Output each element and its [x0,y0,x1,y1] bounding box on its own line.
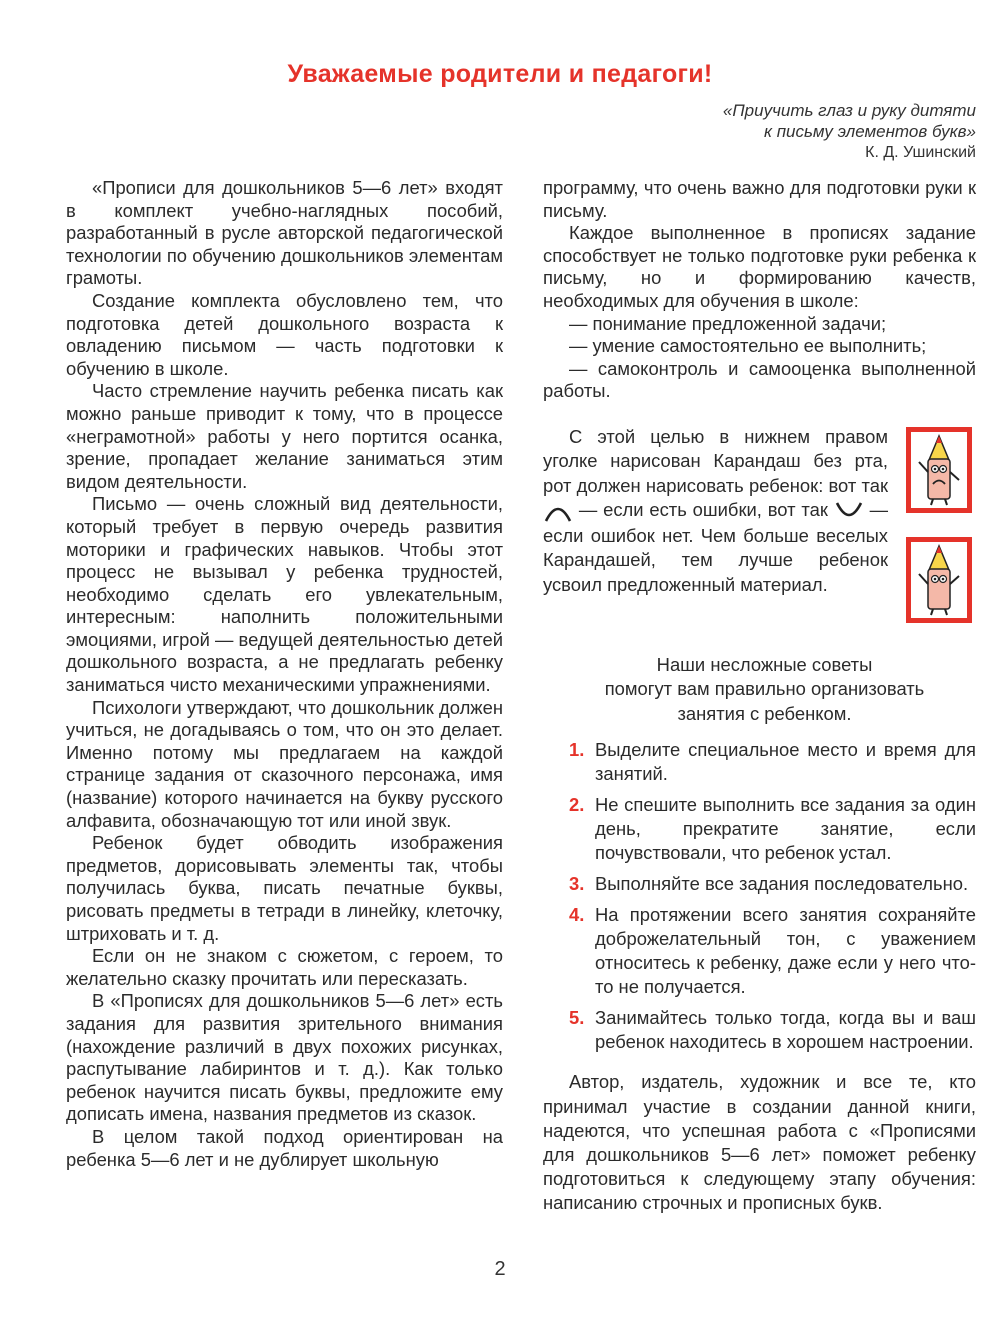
paragraph: Ребенок будет обводить изображения предметов, дорисовывать элементы так, чтобы получилась буква, писать печатные буквы, рисовать предметы в тетради в линейку, клеточку, штриховать и т. д. [66,832,503,944]
happy-pencil-icon [911,542,967,618]
closing-section [543,1070,976,1215]
advice-number: 2. [569,794,585,816]
paragraph: «Прописи для дошкольников 5—6 лет» входят в комплект учебно-наглядных пособий, разработанный в русле авторской педагогической технологии по обучению дошкольников элементам грамоты. [66,177,503,289]
frown-arc-icon [543,500,573,524]
advice-list [543,738,976,1054]
paragraph: Каждое выполненное в прописях задание способствует не только подготовке руки ребенка к письму, но и формированию качеств, необходимых для обучения в школе: [543,222,976,311]
left-column [66,177,503,1171]
sad-pencil-frame [906,427,972,513]
paragraph: Письмо — очень сложный вид деятельности, который требует в первую очередь развития моторики и графических навыков. Чтобы этот процесс не вызывал у ребенка трудностей, необходимо сделать его увлекательным, интересным: наполнить положительными эмоциями, игрой — ведущей деятельностью детей дошкольного возраста, а не предлагать ребенку заниматься чисто механическими упражнениями. [66,493,503,696]
pencil-text-part-3: — если ошибок нет. Чем больше веселых Карандашей, тем лучше ребенок усвоил предложенный материал. [543,499,888,595]
paragraph-continuation: программу, что очень важно для подготовки руки к письму. [543,177,976,221]
happy-pencil-frame [906,537,972,623]
pencil-explanation [543,425,976,639]
pencil-paragraph [543,425,888,597]
page-title: Уважаемые родители и педагоги! [287,60,713,88]
closing-paragraph: Автор, издатель, художник и все те, кто принимал участие в создании данной книги, надеются, что успешная работа с «Прописями для дошкольников 5—6 лет» поможет ребенку подготовиться к следующему этапу обучения: написанию строчных и прописных букв. [543,1071,976,1214]
advice-item [543,738,976,786]
paragraph: В «Прописях для дошкольников 5—6 лет» есть задания для развития зрительного внимания (нахождение различий в двух похожих рисунках, распутывание лабиринтов и т. д.). Как только ребенок научится писать буквы, предложите ему дописать имена, названия предметов из сказок. [66,990,503,1125]
advice-number: 4. [569,904,585,926]
quality-item: — самоконтроль и самооценка выполненной работы. [543,357,976,402]
paragraph: Часто стремление научить ребенка писать как можно раньше приводит к тому, что в процессе «неграмотной» работы у него портится осанка, зрение, пропадает желание заниматься этим видом деятельности. [66,380,503,492]
quality-item: — понимание предложенной задачи; [569,312,887,334]
advice-number: 1. [569,739,585,761]
smile-arc-icon [834,500,864,524]
advice-heading-line: помогут вам правильно организовать [604,678,925,700]
paragraph: Если он не знаком с сюжетом, с героем, то желательно сказку прочитать или пересказать. [66,945,503,989]
paragraph: В целом такой подход ориентирован на ребенка 5—6 лет и не дублирует школьную [66,1125,503,1170]
advice-text: На протяжении всего занятия сохраняйте доброжелательный тон, с уважением относитесь к ребенку, даже если у него что-то не получается. [595,904,976,998]
sad-pencil-icon [911,432,967,508]
paragraph: Создание комплекта обусловлено тем, что подготовка детей дошкольного возраста к овладению письмом — часть подготовки к обучению в школе. [66,289,503,379]
advice-text: Не спешите выполнить все задания за один день, прекратите занятие, если почувствовали, что ребенок устал. [595,794,976,864]
advice-item [543,793,976,865]
advice-number: 3. [569,873,585,895]
pencil-text-part-2: — если есть ошибки, вот так [578,499,828,521]
advice-item [543,903,976,999]
advice-heading [543,653,976,727]
page-number: 2 [494,1258,506,1280]
right-column [543,177,976,1216]
epigraph-author: К. Д. Ушинский [865,144,976,161]
advice-heading-line: занятия с ребенком. [677,702,852,724]
advice-text: Выделите специальное место и время для занятий. [595,739,976,785]
advice-heading-line: Наши несложные советы [656,653,873,675]
advice-item [543,1006,976,1054]
epigraph-quote-line-2: к письму элементов букв» [763,122,976,141]
advice-text: Занимайтесь только тогда, когда вы и ваш ребенок находитесь в хорошем настроении. [595,1007,976,1053]
advice-item [543,872,976,896]
epigraph [576,100,976,163]
paragraph: Психологи утверждают, что дошкольник должен учиться, не догадываясь о том, что он это делает. Именно потому мы предлагаем на каждой странице задания от сказочного персонажа, имя (название) которого начинается на букву русского алфавита, обозначающую тот или иной звук. [66,696,503,831]
pencil-text-part-1: С этой целью в нижнем правом уголке нарисован Карандаш без рта, рот должен нарисовать ребенок: вот так [543,425,888,496]
advice-text: Выполняйте все задания последовательно. [595,873,969,895]
quality-item: — умение самостоятельно ее выполнить; [569,335,927,357]
advice-number: 5. [569,1007,585,1029]
epigraph-quote-line-1: «Приучить глаз и руку дитяти [722,101,976,120]
